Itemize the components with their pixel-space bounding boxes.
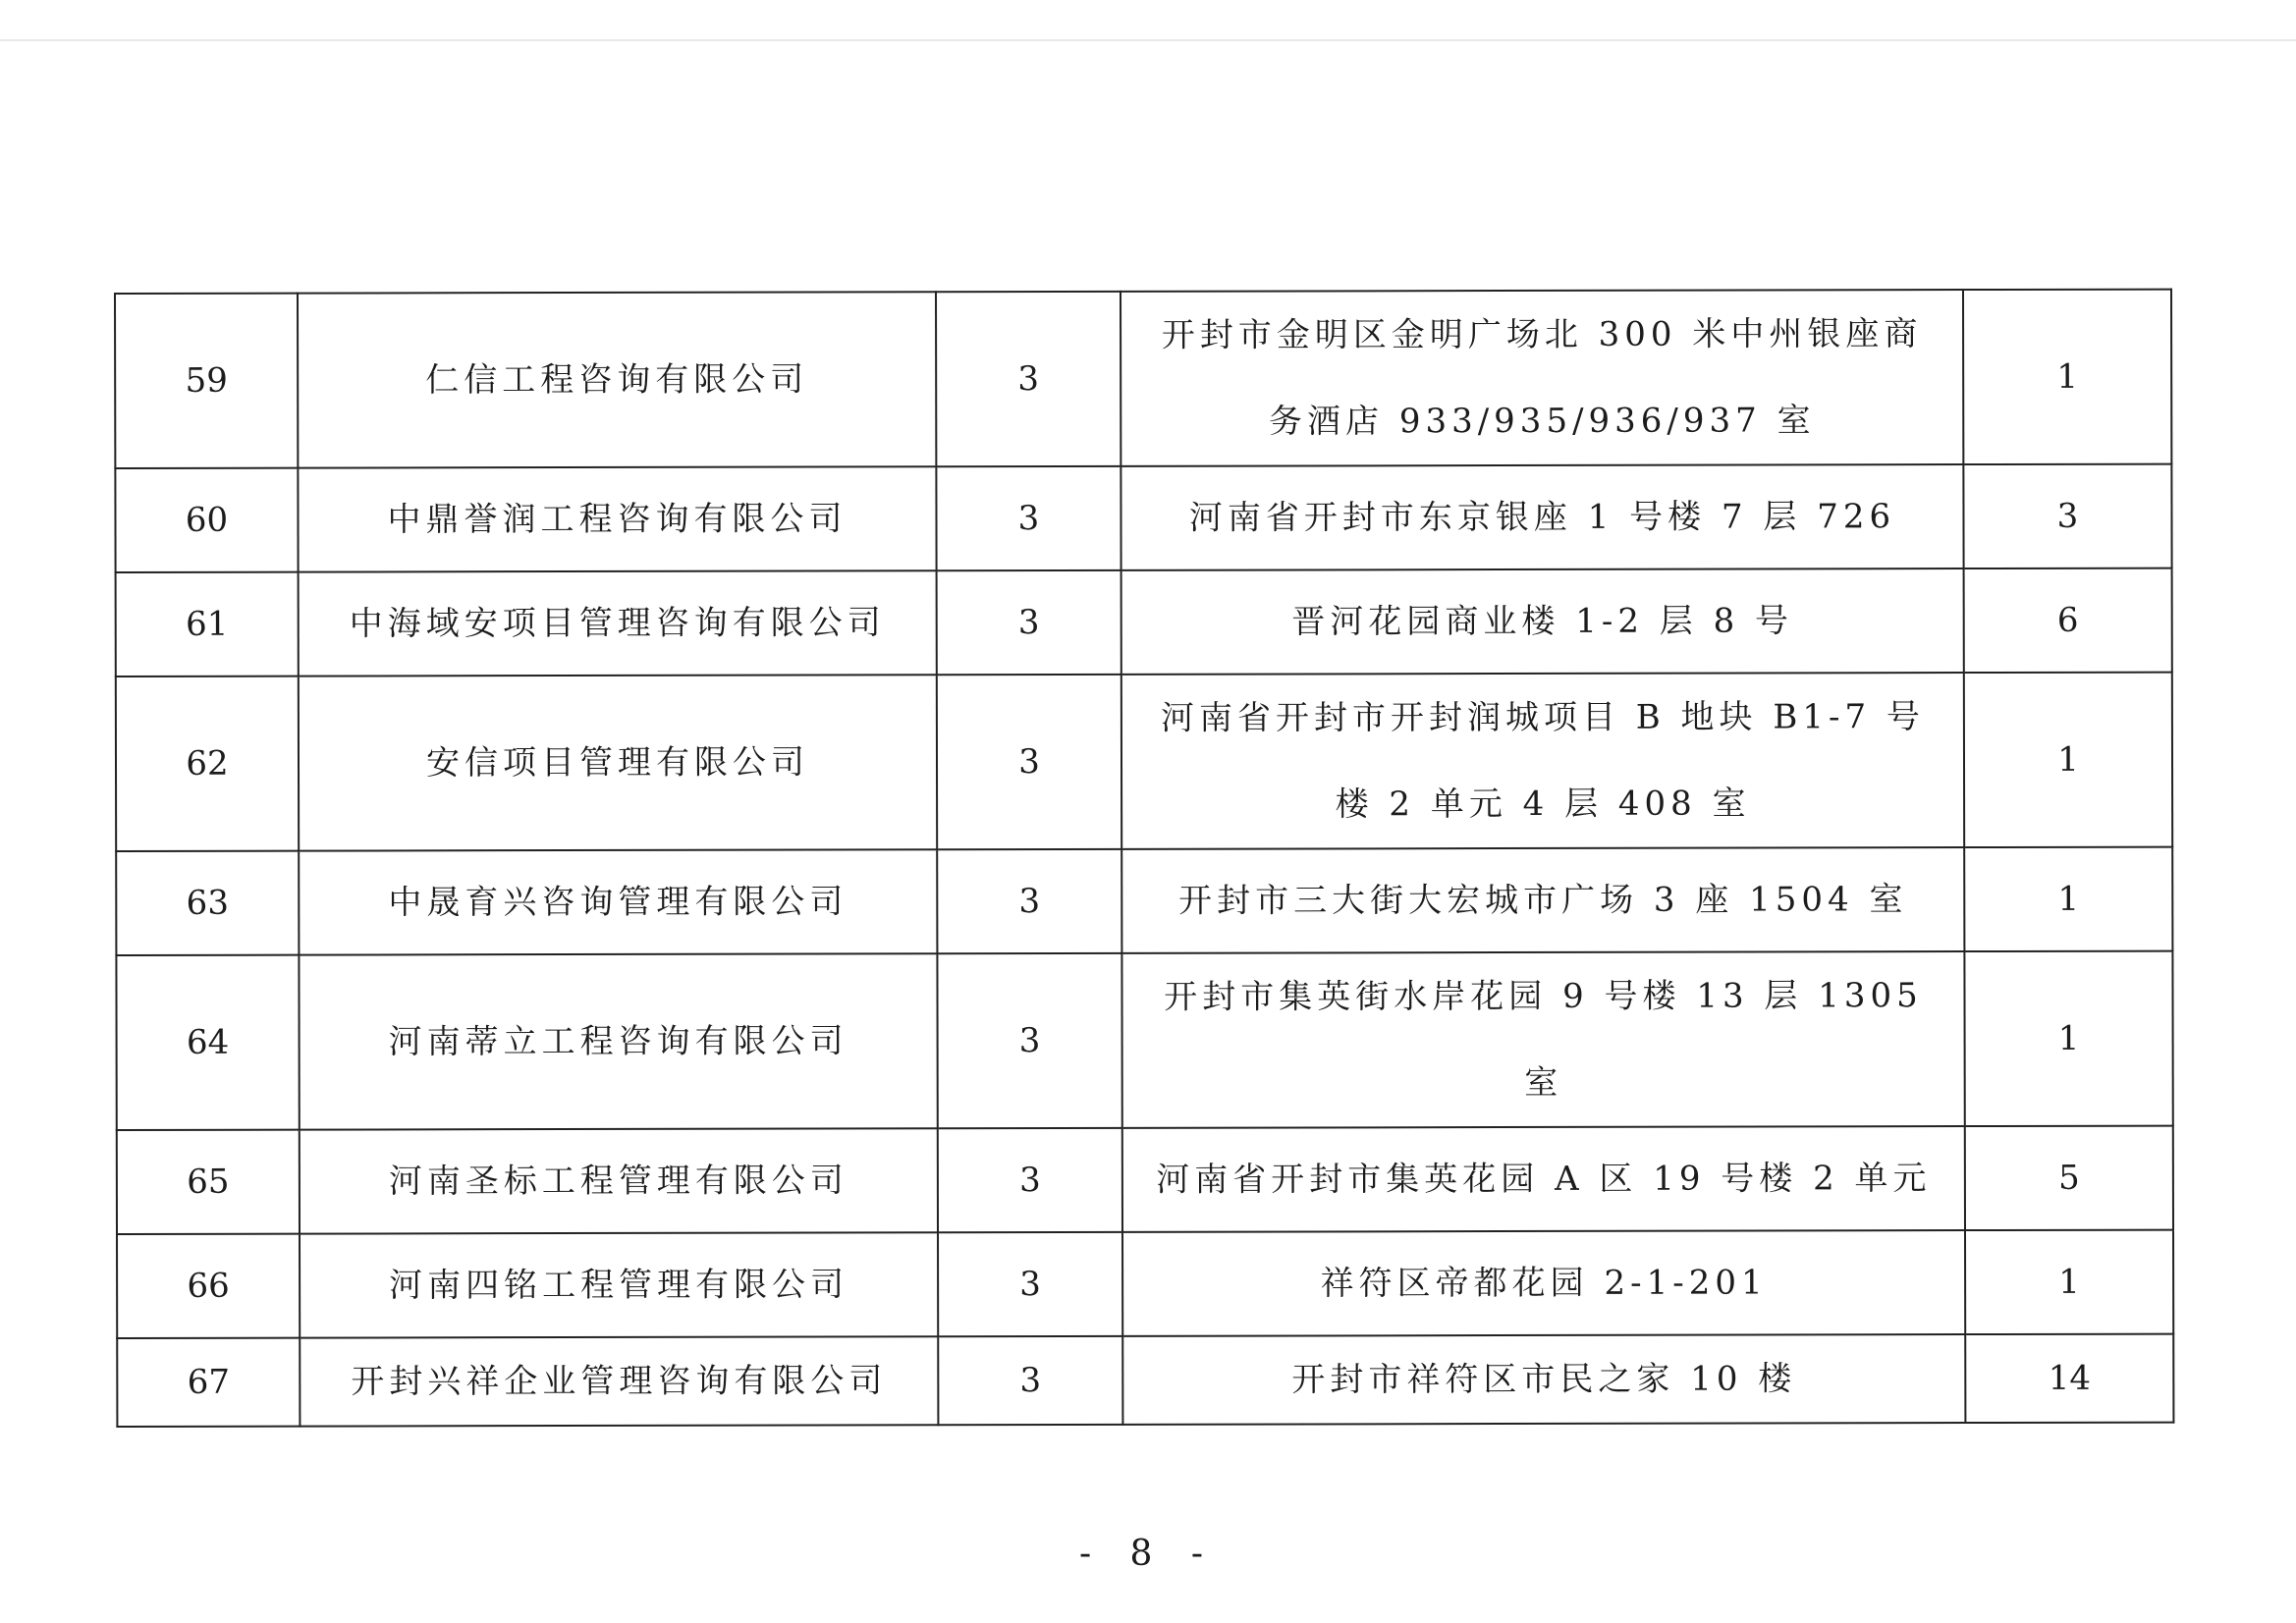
company-table: [114, 289, 2174, 1428]
company-name-cell: 安信项目管理有限公司: [299, 675, 937, 850]
address-cell: 晋河花园商业楼 1-2 层 8 号: [1121, 568, 1964, 675]
address-cell: 开封市祥符区市民之家 10 楼: [1122, 1334, 1965, 1425]
table-row: [115, 464, 2171, 572]
level-cell: 3: [936, 466, 1121, 570]
level-cell: 3: [937, 953, 1121, 1128]
table-row: [116, 568, 2172, 676]
row-number-cell: 63: [116, 851, 299, 955]
table-row: [117, 1230, 2173, 1338]
table-row: [116, 847, 2172, 955]
count-cell: 1: [1964, 951, 2172, 1126]
row-number-cell: 65: [117, 1130, 300, 1234]
count-cell: 1: [1964, 847, 2172, 951]
company-name-cell: 河南四铭工程管理有限公司: [300, 1232, 938, 1337]
level-cell: 3: [937, 849, 1121, 953]
address-cell: 开封市集英街水岸花园 9 号楼 13 层 1305 室: [1121, 951, 1964, 1128]
row-number-cell: 59: [115, 294, 298, 468]
level-cell: 3: [938, 1232, 1122, 1336]
company-name-cell: 仁信工程咨询有限公司: [298, 292, 936, 467]
table-row: [116, 951, 2172, 1130]
company-name-cell: 中晟育兴咨询管理有限公司: [299, 849, 937, 954]
row-number-cell: 60: [115, 468, 298, 572]
count-cell: 1: [1963, 290, 2171, 464]
address-cell: 祥符区帝都花园 2-1-201: [1122, 1230, 1965, 1336]
table-row: [115, 290, 2171, 468]
table-row: [117, 1334, 2173, 1427]
company-name-cell: 中海域安项目管理咨询有限公司: [299, 570, 937, 676]
level-cell: 3: [938, 1336, 1122, 1425]
count-cell: 14: [1965, 1334, 2173, 1423]
scan-edge-line: [0, 39, 2296, 41]
company-name-cell: 中鼎誉润工程咨询有限公司: [298, 466, 936, 571]
row-number-cell: 64: [116, 955, 299, 1130]
address-cell: 河南省开封市集英花园 A 区 19 号楼 2 单元: [1122, 1126, 1965, 1232]
row-number-cell: 66: [117, 1234, 300, 1338]
count-cell: 3: [1963, 464, 2171, 568]
row-number-cell: 61: [116, 572, 299, 676]
address-cell: 开封市金明区金明广场北 300 米中州银座商务酒店 933/935/936/937 室: [1121, 290, 1963, 466]
address-cell: 河南省开封市开封润城项目 B 地块 B1-7 号楼 2 单元 4 层 408 室: [1121, 673, 1964, 849]
level-cell: 3: [937, 570, 1121, 675]
row-number-cell: 67: [117, 1338, 300, 1427]
level-cell: 3: [938, 1128, 1122, 1232]
level-cell: 3: [936, 292, 1121, 466]
count-cell: 5: [1965, 1126, 2173, 1230]
address-cell: 开封市三大街大宏城市广场 3 座 1504 室: [1121, 847, 1964, 953]
company-name-cell: 开封兴祥企业管理咨询有限公司: [300, 1336, 938, 1426]
company-name-cell: 河南圣标工程管理有限公司: [300, 1128, 938, 1233]
page-number: - 8 -: [1078, 1534, 1218, 1574]
count-cell: 1: [1965, 1230, 2173, 1334]
count-cell: 1: [1964, 673, 2172, 847]
count-cell: 6: [1964, 568, 2172, 673]
table-row: [116, 673, 2172, 851]
address-cell: 河南省开封市东京银座 1 号楼 7 层 726: [1121, 464, 1963, 570]
table-row: [117, 1126, 2173, 1234]
row-number-cell: 62: [116, 676, 299, 851]
level-cell: 3: [937, 675, 1121, 849]
company-name-cell: 河南蒂立工程咨询有限公司: [299, 953, 937, 1129]
